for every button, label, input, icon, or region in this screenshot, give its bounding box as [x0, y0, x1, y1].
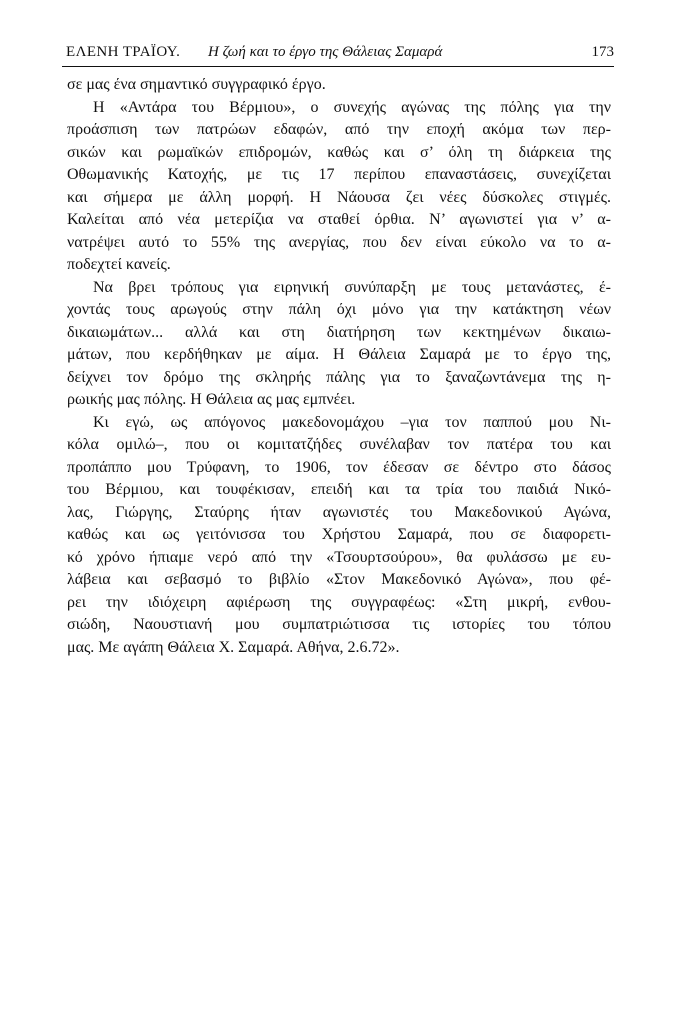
text-line: δείχνει τον δρόμο της σκληρής πάλης για το ξαναζωντάνεμα της η- — [67, 368, 611, 386]
text-line: Οθωμανικής Κατοχής, με τις 17 περίπου επαναστάσεις, συνεχίζεται — [67, 166, 611, 183]
text-line: Καλείται από νέα μετερίζια να σταθεί όρθια. Ν’ αγωνιστεί για ν’ α- — [67, 211, 611, 228]
text-line: κό χρόνο ήπιαμε νερό από την «Τσουρτσούρου», θα φυλάσσω με ευ- — [67, 548, 611, 566]
text-line: λάβεια και σεβασμό το βιβλίο «Στον Μακεδονικό Αγώνα», που φέ- — [67, 571, 611, 588]
text-line: προπάππο μου Τρύφανη, το 1906, τον έδεσαν σε δέντρο στο δάσος — [67, 458, 611, 476]
text-line: μας. Με αγάπη Θάλεια Χ. Σαμαρά. Αθήνα, 2.6.72». — [67, 638, 400, 656]
running-head-author: ΕΛΕΝΗ ΤΡΑΪΟΥ. — [66, 44, 181, 60]
paragraph-first-line: Κι εγώ, ως απόγονος μακεδονομάχου –για τον παππού μου Νι- — [93, 413, 611, 431]
page-number: 173 — [591, 44, 614, 60]
paragraph-first-line: Η «Αντάρα του Βέρμιου», ο συνεχής αγώνας της πόλης για την — [93, 98, 611, 116]
text-line: σικών και ρωμαϊκών επιδρομών, καθώς και σ’ όλη τη διάρκεια της — [67, 143, 611, 161]
body-text — [67, 74, 611, 659]
text-line: μάτων, που κερδήθηκαν με αίμα. Η Θάλεια Σαμαρά με το έργο της, — [67, 346, 611, 363]
text-line: ρωικής μας πόλης. Η Θάλεια ας μας εμπνέει. — [67, 391, 356, 408]
text-line: δικαιωμάτων... αλλά και στη διατήρηση των κεκτημένων δικαιω- — [67, 323, 611, 341]
text-line: ρει την ιδιόχειρη αφιέρωση της συγγραφέως: «Στη μικρή, ενθου- — [67, 593, 611, 611]
text-line: νατρέψει αυτό το 55% της ανεργίας, που δεν είναι εύκολο να το α- — [67, 233, 611, 251]
text-line: σε μας ένα σημαντικό συγγραφικό έργο. — [67, 76, 326, 93]
running-head — [62, 40, 614, 67]
text-line: χοντάς τους αρωγούς στην πάλη όχι μόνο για την κατάκτηση νέων — [67, 301, 611, 318]
text-line: προάσπιση των πατρώων εδαφών, από την εποχή ακόμα των περ- — [67, 121, 611, 138]
text-line: κόλα ομιλώ–, που οι κομιτατζήδες συνέλαβαν τον πατέρα του και — [67, 436, 611, 453]
paragraph-first-line: Να βρει τρόπους για ειρηνική συνύπαρξη με τους μετανάστες, έ- — [93, 278, 611, 296]
text-line: σιώδη, Ναουστιανή μου συμπατριώτισσα τις ιστορίες του τόπου — [67, 616, 611, 633]
running-head-title: Η ζωή και το έργο της Θάλειας Σαμαρά — [208, 44, 443, 60]
text-line: λας, Γιώργης, Σταύρης ήταν αγωνιστές του Μακεδονικού Αγώνα, — [67, 503, 611, 521]
text-line: καθώς και ως γειτόνισσα του Χρήστου Σαμαρά, που σε διαφορετι- — [67, 526, 611, 543]
text-line: ποδεχτεί κανείς. — [67, 256, 171, 273]
text-line: του Βέρμιου, και τουφέκισαν, επειδή και τα τρία του παιδιά Νικό- — [67, 481, 611, 498]
text-line: και σήμερα με άλλη μορφή. Η Νάουσα ζει νέες δύσκολες στιγμές. — [67, 188, 611, 206]
